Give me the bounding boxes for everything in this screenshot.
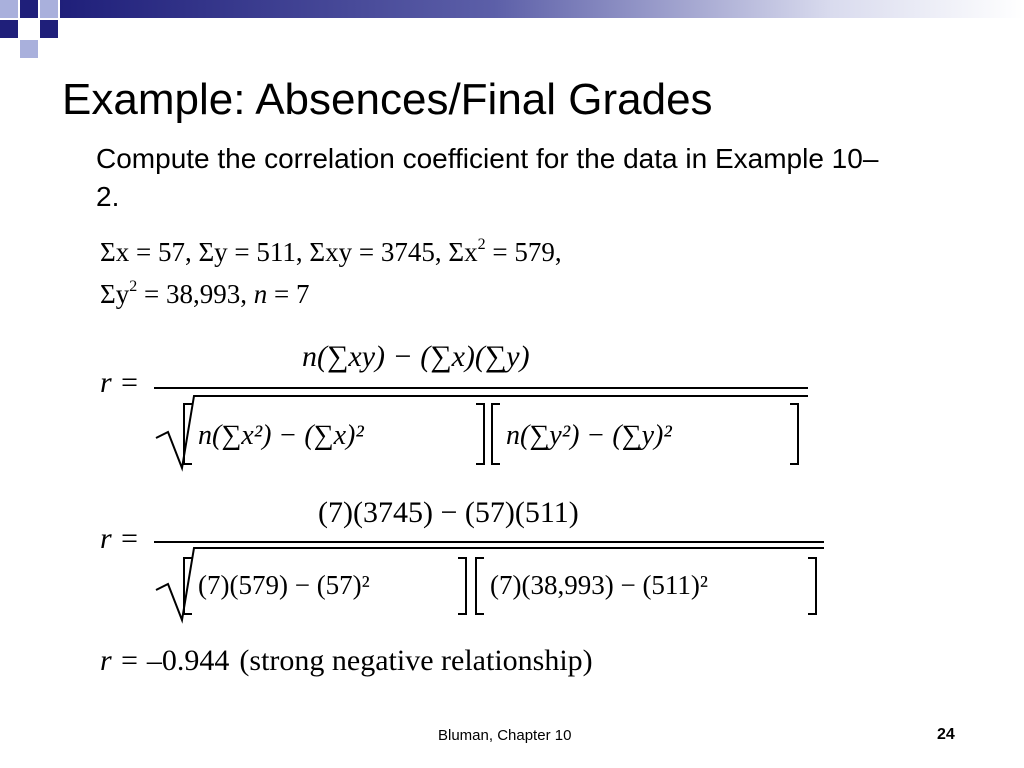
substituted-formula [100,496,824,620]
substitution-bracket [808,558,816,614]
formula-denominator-left: n(∑x²) − (∑x)² [198,420,364,451]
banner-square [20,20,38,38]
result-text [100,644,593,677]
result-note: (strong negative relationship) [239,644,593,677]
given-n: n = 7 [253,279,310,309]
banner-square [0,40,18,58]
given-values-line-1 [100,236,562,268]
given-sum-xy: Σxy = 3745, [309,237,442,267]
page-number: 24 [937,726,955,743]
banner-square [20,0,38,18]
formula-bracket [476,404,484,464]
substitution-lhs: r = [100,522,140,555]
banner-square [0,0,18,18]
banner-square [40,20,58,38]
substitution-denominator-right: (7)(38,993) − (511)² [490,570,709,600]
formula-numerator: n(∑xy) − (∑x)(∑y) [302,340,530,373]
substitution-denominator-left: (7)(579) − (57)² [198,570,370,600]
result-line [100,644,593,677]
given-sum-x: Σx = 57, [100,237,192,267]
general-formula [100,340,808,468]
result-lhs: r = [100,644,147,677]
banner-graphic [0,0,1024,62]
substitution-numerator: (7)(3745) − (57)(511) [318,496,579,529]
formula-bracket [492,404,500,464]
substitution-bracket [458,558,466,614]
result-value: –0.944 [146,644,230,677]
formula-denominator-right: n(∑y²) − (∑y)² [506,420,672,451]
given-values-line-2 [100,278,309,310]
given-sum-x2: $\Sigma x^2 = 579$, [448,236,562,267]
slide-title: Example: Absences/Final Grades [62,75,713,124]
banner-square [20,40,38,58]
slide-prompt: Compute the correlation coefficient for the data in Example 10–2. [96,143,879,212]
banner-square [0,20,18,38]
correlation-equations [96,336,836,696]
given-sum-y: Σy = 511, [198,237,303,267]
header-banner [0,0,1024,62]
substitution-bracket [476,558,484,614]
banner-square [40,0,58,18]
footer-source: Bluman, Chapter 10 [438,727,572,744]
given-sum-y2: $\Sigma y^2 = 38,993$, [100,278,247,309]
formula-bracket [790,404,798,464]
formula-lhs: r = [100,366,140,399]
